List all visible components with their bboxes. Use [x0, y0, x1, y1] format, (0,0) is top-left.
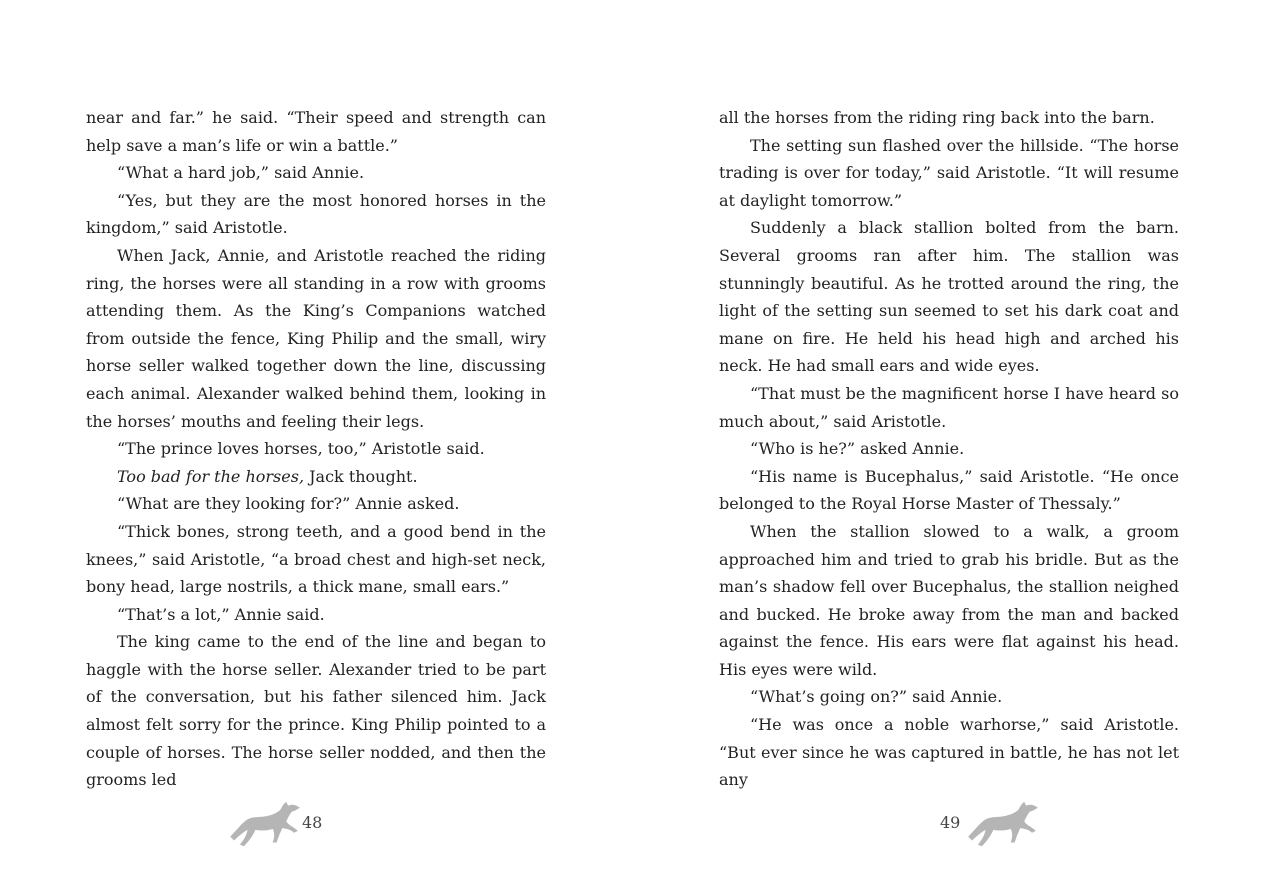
- paragraph: all the horses from the riding ring back into the barn.: [719, 108, 1155, 127]
- right-folio: [938, 798, 1058, 858]
- paragraph: near and far.” he said. “Their speed and strength can help save a man’s life or win a battle.”: [86, 108, 546, 155]
- paragraph: “Who is he?” asked Annie.: [750, 439, 965, 459]
- right-page: [719, 104, 1179, 794]
- horse-silhouette-icon: [226, 798, 304, 856]
- page-number: 49: [940, 813, 961, 832]
- page-number: 48: [302, 813, 323, 832]
- paragraph: The king came to the end of the line and began to haggle with the horse seller. Alexander tried to be part of the conversation, but his father silenced him. Jack almost felt sorry for the prince. King Philip pointed to a couple of horses. The horse seller nodded, and then the grooms led: [86, 632, 546, 790]
- paragraph: “He was once a noble warhorse,” said Aristotle. “But ever since he was captured in battle, he has not let any: [719, 715, 1179, 790]
- paragraph-rest: Jack thought.: [304, 466, 418, 486]
- paragraph: “What a hard job,” said Annie.: [117, 163, 365, 183]
- paragraph: “What are they looking for?” Annie asked.: [117, 494, 460, 514]
- left-folio: [226, 798, 346, 858]
- paragraph: Suddenly a black stallion bolted from the barn. Several grooms ran after him. The stallion was stunningly beautiful. As he trotted around the ring, the light of the setting sun seemed to set his dark coat and mane on fire. He held his head high and arched his neck. He had small ears and wide eyes.: [719, 218, 1179, 376]
- left-page: [86, 104, 546, 794]
- paragraph: “The prince loves horses, too,” Aristotle said.: [117, 439, 485, 459]
- paragraph: “His name is Bucephalus,” said Aristotle. “He once belonged to the Royal Horse Master of Thessaly.”: [719, 466, 1179, 514]
- paragraph: The setting sun flashed over the hillside. “The horse trading is over for today,” said Aristotle. “It will resume at daylight tomorrow.”: [719, 135, 1179, 210]
- horse-silhouette-icon: [964, 798, 1042, 856]
- paragraph: “Thick bones, strong teeth, and a good bend in the knees,” said Aristotle, “a broad chest and high-set neck, bony head, large nostrils, a thick mane, small ears.”: [86, 521, 546, 597]
- paragraph-with-italic: [86, 463, 546, 491]
- paragraph: “That must be the magnificent horse I have heard so much about,” said Aristotle.: [719, 383, 1179, 431]
- paragraph: When Jack, Annie, and Aristotle reached the riding ring, the horses were all standing in a row with grooms attending them. As the King’s Companions watched from outside the fence, King Philip and the small, wiry horse seller walked together down the line, discussing each animal. Alexander walked behind them, looking in the horses’ mouths and feeling their legs.: [86, 245, 546, 431]
- paragraph: “That’s a lot,” Annie said.: [117, 604, 325, 624]
- paragraph: When the stallion slowed to a walk, a groom approached him and tried to grab his bridle. But as the man’s shadow fell over Bucephalus, the stallion neighed and bucked. He broke away from the man and backed against the fence. His ears were flat against his head. His eyes were wild.: [719, 521, 1179, 679]
- paragraph: “What’s going on?” said Annie.: [750, 687, 1003, 707]
- paragraph: “Yes, but they are the most honored horses in the kingdom,” said Aristotle.: [86, 190, 546, 238]
- italic-phrase: Too bad for the horses,: [117, 466, 305, 486]
